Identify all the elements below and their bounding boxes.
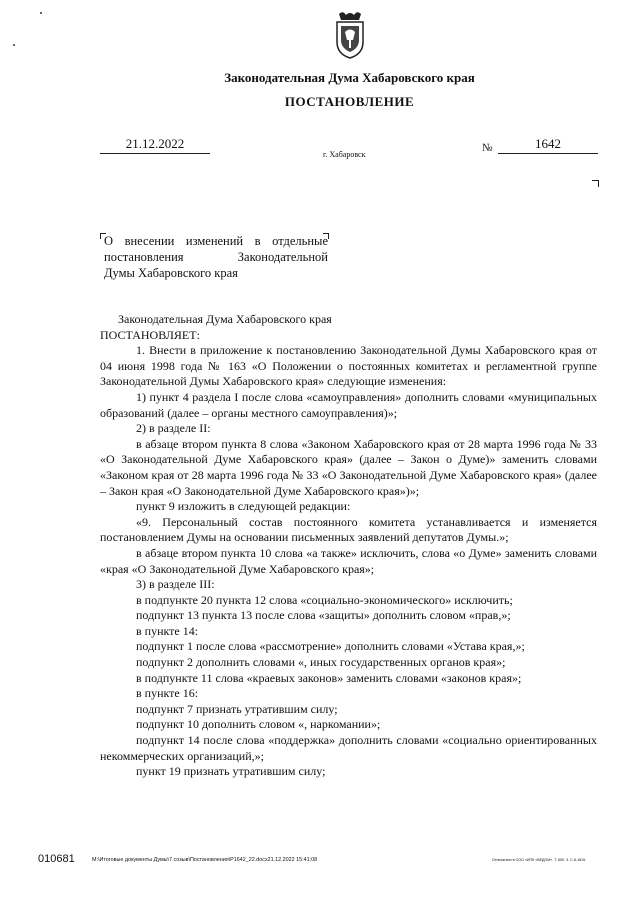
footer-doc-id: 010681 [38,853,75,865]
document-body [100,312,597,780]
paragraph: подпункт 7 признать утратившим силу; [136,701,338,716]
paragraph: подпункт 2 дополнить словами «, иных государственных органов края»; [136,655,506,670]
paragraph: пункт 9 изложить в следующей редакции: [136,499,351,514]
paragraph: в пункте 16: [136,686,199,701]
document-number: 1642 [498,136,598,154]
paragraph: 1) пункт 4 раздела I после слова «самоуправления» дополнить словами «муниципальных образований (далее – органы местного самоуправления)»; [100,389,597,420]
subject-line: постановления Законодательной [104,250,328,264]
document-subject [104,233,328,281]
footer-print-note: Отпечатано в ООО «ИПК «ВЕДОМ». Т. 650. З. С-8-1815. [492,858,587,862]
document-city: г. Хабаровск [323,150,366,159]
paragraph: «9. Персональный состав постоянного комитета устанавливается и изменяется постановлением Думы на основании письменных заявлений депутатов Думы.»; [100,514,597,545]
paragraph: в абзаце втором пункта 10 слова «а также» исключить, слова «о Думе» заменить словами «края «О Законодательной Думе Хабаровского края»; [100,545,597,576]
subject-line: О внесении изменений в отдельные [104,234,328,248]
coat-of-arms-icon [333,10,367,60]
paragraph: в абзаце втором пункта 8 слова «Законом Хабаровского края от 28 марта 1996 года № 33 «О Законодательной Думе Хабаровского края» (далее – Закон о Думе)» заменить словами «Законом края от 28 марта 1996 года № 33 «О Законодательной Думе Хабаровского края» (далее – Закон края «О Законодательной Думе Хабаровского края»)»; [100,436,597,498]
footer-file-path: M:\Итоговые документы Думы\7 созыв\Постановления\P1642_22.docx21.12.2022 15:41:08 [92,857,318,863]
paragraph: в подпункте 20 пункта 12 слова «социально-экономического» исключить; [136,592,513,607]
paragraph: 3) в разделе III: [136,577,215,592]
paragraph: подпункт 14 после слова «поддержка» дополнить словами «социально ориентированных некоммерческих организаций,»; [100,733,597,763]
organization-name: Законодательная Дума Хабаровского края [224,70,475,85]
paragraph: 2) в разделе II: [136,421,211,436]
number-label: № [482,142,493,154]
paragraph: 1. Внести в приложение к постановлению Законодательной Думы Хабаровского края от 04 июня 1998 года № 163 «О Положении о постоянных комитетах и регламентной группе Законодательной Думы Хабаровского края» следующие изменения: [100,343,597,389]
scan-speck [40,12,42,14]
paragraph: в пункте 14: [136,623,199,638]
document-type: ПОСТАНОВЛЕНИЕ [284,94,415,109]
document-date: 21.12.2022 [100,136,210,154]
intro-line: Законодательная Дума Хабаровского края [118,312,332,326]
scan-speck [13,44,15,46]
subject-line: Думы Хабаровского края [104,266,238,280]
intro-decree: ПОСТАНОВЛЯЕТ: [100,327,200,342]
paragraph: в подпункте 11 слова «краевых законов» заменить словами «законов края»; [136,670,522,685]
paragraph: подпункт 10 дополнить словом «, наркомании»; [136,717,381,732]
paragraph: пункт 19 признать утратившим силу; [136,764,326,779]
paragraph: подпункт 13 пункта 13 после слова «защиты» дополнить словом «прав,»; [136,608,511,623]
paragraph: подпункт 1 после слова «рассмотрение» дополнить словами «Устава края,»; [136,639,525,654]
corner-mark [592,180,599,187]
